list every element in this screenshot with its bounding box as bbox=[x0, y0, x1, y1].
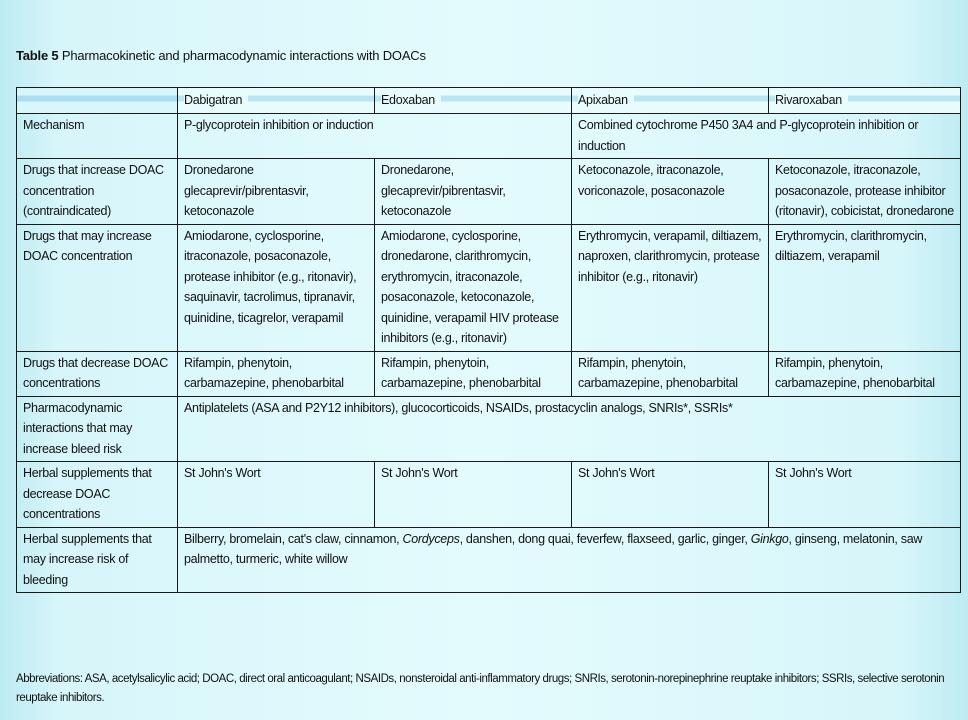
cell-increase-apixaban: Ketoconazole, itraconazole, voriconazole, posaconazole bbox=[572, 159, 769, 225]
cell-decrease-dabigatran: Rifampin, phenytoin, carbamazepine, phenobarbital bbox=[178, 351, 375, 396]
table-caption bbox=[16, 48, 426, 63]
cell-increase-dabigatran: Dronedarone glecaprevir/pibrentasvir, ketoconazole bbox=[178, 159, 375, 225]
cell-decrease-apixaban: Rifampin, phenytoin, carbamazepine, phenobarbital bbox=[572, 351, 769, 396]
cell-mechanism-apixaban-rivaroxaban: Combined cytochrome P450 3A4 and P-glycoprotein inhibition or induction bbox=[572, 114, 961, 159]
interactions-table bbox=[16, 87, 961, 593]
column-header-dabigatran: Dabigatran bbox=[178, 88, 375, 114]
row-label-mechanism: Mechanism bbox=[17, 114, 178, 159]
cell-may-increase-apixaban: Erythromycin, verapamil, diltiazem, naproxen, clarithromycin, protease inhibitor (e.g., ritonavir) bbox=[572, 224, 769, 351]
cell-herbal-bleed-all: Bilberry, bromelain, cat's claw, cinnamon, Cordyceps, danshen, dong quai, feverfew, flaxseed, garlic, ginger, Ginkgo, ginseng, melatonin, saw palmetto, turmeric, white willow bbox=[178, 527, 961, 593]
header-row bbox=[17, 88, 961, 114]
cell-decrease-edoxaban: Rifampin, phenytoin, carbamazepine, phenobarbital bbox=[375, 351, 572, 396]
cell-herbal-decrease-dabigatran: St John's Wort bbox=[178, 462, 375, 528]
column-header-apixaban: Apixaban bbox=[572, 88, 769, 114]
column-header-rivaroxaban: Rivaroxaban bbox=[769, 88, 961, 114]
table-row-herbal-decrease bbox=[17, 462, 961, 528]
table-row-may-increase bbox=[17, 224, 961, 351]
cell-herbal-decrease-apixaban: St John's Wort bbox=[572, 462, 769, 528]
table-row-herbal-bleed bbox=[17, 527, 961, 593]
table-row-decrease bbox=[17, 351, 961, 396]
cell-may-increase-dabigatran: Amiodarone, cyclosporine, itraconazole, posaconazole, protease inhibitor (e.g., ritonavir), saquinavir, tacrolimus, tipranavir, quinidine, ticagrelor, verapamil bbox=[178, 224, 375, 351]
header-empty-cell bbox=[17, 88, 178, 114]
table-row-mechanism bbox=[17, 114, 961, 159]
cell-mechanism-dabigatran-edoxaban: P-glycoprotein inhibition or induction bbox=[178, 114, 572, 159]
row-label-herbal-bleed: Herbal supplements that may increase risk of bleeding bbox=[17, 527, 178, 593]
cell-increase-rivaroxaban: Ketoconazole, itraconazole, posaconazole, protease inhibitor (ritonavir), cobicistat, dronedarone bbox=[769, 159, 961, 225]
italic-cordyceps: Cordyceps bbox=[402, 531, 460, 546]
table-title: Pharmacokinetic and pharmacodynamic interactions with DOACs bbox=[61, 48, 426, 63]
cell-pharmacodynamic-all: Antiplatelets (ASA and P2Y12 inhibitors), glucocorticoids, NSAIDs, prostacyclin analogs, SNRIs*, SSRIs* bbox=[178, 396, 961, 462]
row-label-increase: Drugs that increase DOAC concentration (contraindicated) bbox=[17, 159, 178, 225]
row-label-pharmacodynamic: Pharmacodynamic interactions that may increase bleed risk bbox=[17, 396, 178, 462]
cell-herbal-decrease-rivaroxaban: St John's Wort bbox=[769, 462, 961, 528]
column-header-edoxaban: Edoxaban bbox=[375, 88, 572, 114]
abbreviations-footnote: Abbreviations: ASA, acetylsalicylic acid; DOAC, direct oral anticoagulant; NSAIDs, nonsteroidal anti-inflammatory drugs; SNRIs, serotonin-norepinephrine reuptake inhibitors; SSRIs, selective serotonin reuptake inhibitors. bbox=[16, 673, 945, 704]
table-label: Table 5 bbox=[16, 48, 59, 63]
cell-increase-edoxaban: Dronedarone, glecaprevir/pibrentasvir, ketoconazole bbox=[375, 159, 572, 225]
cell-decrease-rivaroxaban: Rifampin, phenytoin, carbamazepine, phenobarbital bbox=[769, 351, 961, 396]
cell-may-increase-rivaroxaban: Erythromycin, clarithromycin, diltiazem, verapamil bbox=[769, 224, 961, 351]
cell-herbal-decrease-edoxaban: St John's Wort bbox=[375, 462, 572, 528]
cell-may-increase-edoxaban: Amiodarone, cyclosporine, dronedarone, clarithromycin, erythromycin, itraconazole, posaconazole, ketoconazole, quinidine, verapamil HIV protease inhibitors (e.g., ritonavir) bbox=[375, 224, 572, 351]
row-label-herbal-decrease: Herbal supplements that decrease DOAC concentrations bbox=[17, 462, 178, 528]
italic-ginkgo: Ginkgo bbox=[750, 531, 789, 546]
row-label-decrease: Drugs that decrease DOAC concentrations bbox=[17, 351, 178, 396]
table-row-pharmacodynamic bbox=[17, 396, 961, 462]
table-row-increase bbox=[17, 159, 961, 225]
row-label-may-increase: Drugs that may increase DOAC concentration bbox=[17, 224, 178, 351]
